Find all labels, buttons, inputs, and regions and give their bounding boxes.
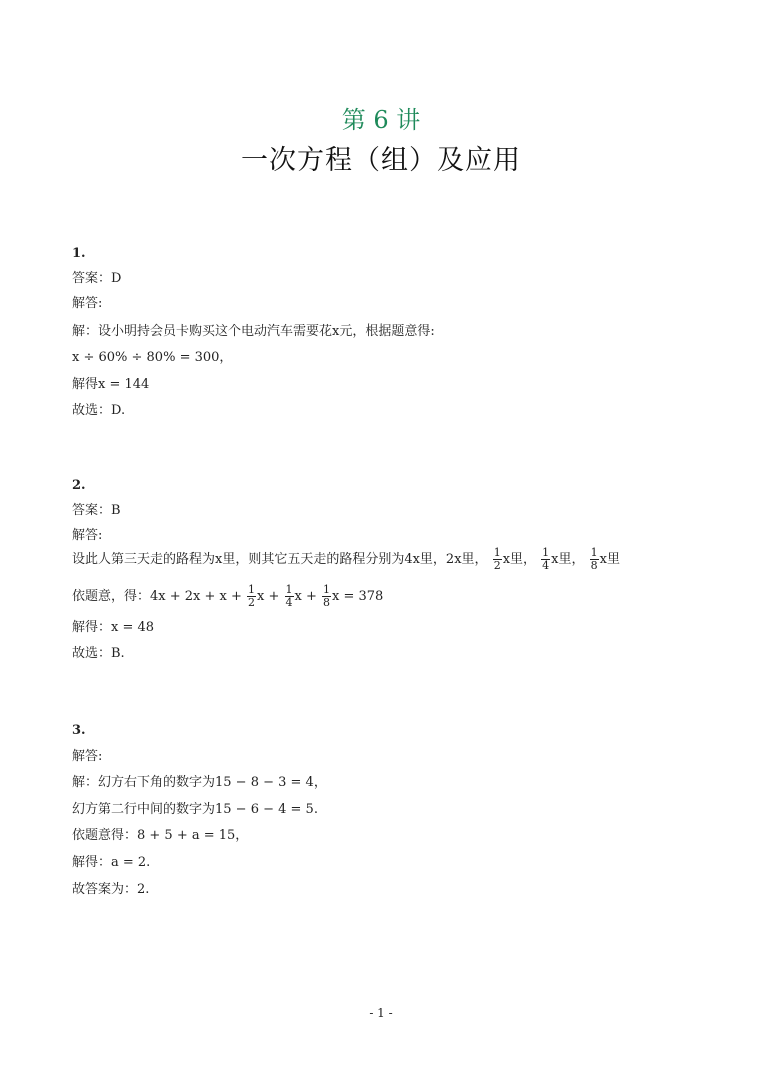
q1-answer: 答案：D	[72, 271, 122, 286]
q2-answer: 答案：B	[72, 503, 121, 518]
page-title: 一次方程（组）及应用	[241, 145, 521, 176]
fraction-eighth: $\frac{1}{8}$	[590, 546, 598, 572]
q1-jieda: 解答:	[72, 296, 103, 311]
q3-line5: 故答案为：2.	[72, 882, 150, 897]
q1-number: 1.	[72, 246, 86, 261]
q1-line2: x ÷ 60% ÷ 80% = 300，	[72, 350, 233, 365]
fraction-eighth: $\frac{1}{8}$	[323, 583, 331, 609]
q1-line1: 解：设小明持会员卡购买这个电动汽车需要花x元，根据题意得:	[72, 324, 435, 339]
q3-line2: 幻方第二行中间的数字为15 − 6 − 4 = 5.	[72, 802, 318, 817]
q1-line4: 故选：D.	[72, 403, 126, 418]
q2-line2-term1: x +	[257, 589, 280, 604]
q2-line1-text: 设此人第三天走的路程为x里，则其它五天走的路程分别为4x里，2x里，	[72, 552, 488, 567]
q3-line3: 依题意得：8 + 5 + a = 15，	[72, 828, 249, 843]
q1-line3: 解得x = 144	[72, 377, 150, 392]
q2-number: 2.	[72, 478, 86, 493]
fraction-half: $\frac{1}{2}$	[248, 583, 256, 609]
fraction-half: $\frac{1}{2}$	[493, 546, 501, 572]
q2-line1-unit2: x里，	[551, 552, 585, 567]
q2-line1	[72, 547, 620, 572]
q2-line2-term2: x +	[294, 589, 317, 604]
q3-jieda: 解答:	[72, 749, 103, 764]
q2-line3: 解得：x = 48	[72, 620, 155, 635]
fraction-quarter: $\frac{1}{4}$	[542, 546, 550, 572]
q2-line2	[72, 584, 383, 609]
q3-line4: 解得：a = 2.	[72, 855, 151, 870]
q2-line1-unit3: x里	[599, 552, 620, 567]
q2-line4: 故选：B.	[72, 646, 125, 661]
q2-line2-term3: x = 378	[332, 589, 384, 604]
q2-jieda: 解答:	[72, 528, 103, 543]
lecture-number: 第 6 讲	[341, 106, 421, 134]
q2-line2-text: 依题意，得：4x + 2x + x +	[72, 589, 242, 604]
fraction-quarter: $\frac{1}{4}$	[285, 583, 293, 609]
q2-line1-unit1: x里，	[502, 552, 537, 567]
q3-number: 3.	[72, 723, 86, 738]
q3-line1: 解：幻方右下角的数字为15 − 8 − 3 = 4，	[72, 775, 327, 790]
page-number: - 1 -	[369, 1006, 393, 1020]
